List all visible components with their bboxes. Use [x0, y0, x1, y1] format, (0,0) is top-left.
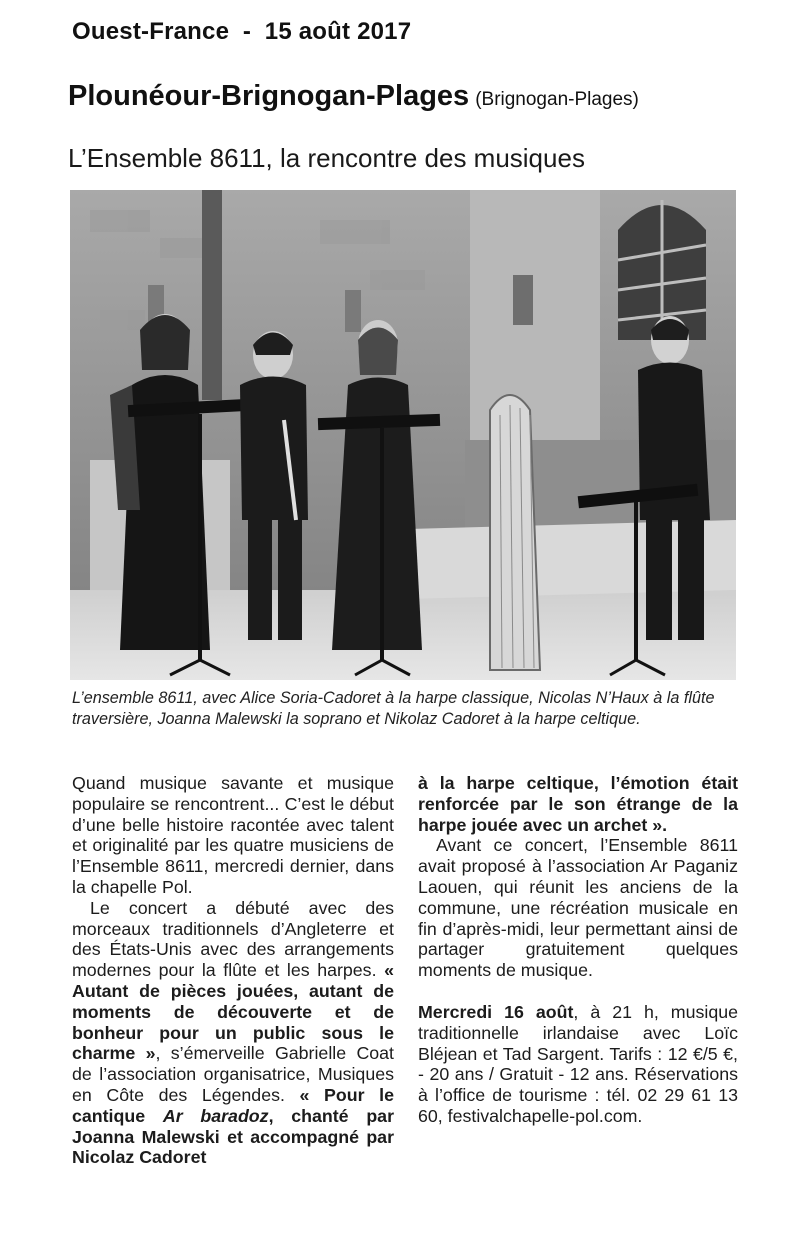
song-title: Ar baradoz	[162, 1105, 269, 1126]
paragraph	[72, 898, 394, 1168]
paragraph: Avant ce concert, l’Ensemble 8611 avait proposé à l’association Ar Paganiz Laouen, qui réunit les anciens de la commune, une récréation musicale en fin d’après-midi, leur permettant ainsi de partager gratuitement quelques moments de musique.	[418, 835, 738, 981]
town-subtitle: (Brignogan-Plages)	[475, 89, 639, 110]
event-date: Mercredi 16 août	[418, 1001, 574, 1022]
quote-text: « Autant de pièces jouées, autant de moments de découverte et de bonheur pour un public sous le charme »	[72, 960, 394, 1064]
paragraph-text: Le concert a débuté avec des morceaux traditionnels d’Angleterre et des États-Unis avec des arrangements modernes pour la flûte et les harpes.	[72, 897, 394, 981]
quote-part: , chanté par Joanna Malewski et accompagné par Nicolaz Cadoret	[72, 1105, 394, 1168]
event-info	[418, 1002, 738, 1127]
paragraph-text: , s’émerveille Gabrielle Coat de l’association organisatrice, Musiques en Côte des Légendes.	[72, 1043, 394, 1105]
article-headline: L’Ensemble 8611, la rencontre des musiques	[68, 143, 585, 173]
town-name: Plounéour-Brignogan-Plages	[68, 80, 470, 112]
event-details: , à 21 h, musique traditionnelle irlandaise avec Loïc Bléjean et Tad Sargent. Tarifs : 12 €/5 €, - 20 ans / Gratuit - 12 ans. Réservations à l’office de tourisme : tél. 02 29 61 13 60, festivalchapelle-pol.com.	[418, 1001, 738, 1126]
paragraph	[418, 773, 738, 835]
quote-part: « Pour le cantique	[72, 1084, 394, 1126]
concert-photo	[70, 190, 736, 680]
quote-text: à la harpe celtique, l’émotion était renforcée par le son étrange de la harpe jouée avec un archet ».	[418, 773, 738, 835]
photo-caption: L’ensemble 8611, avec Alice Soria-Cadoret à la harpe classique, Nicolas N’Haux à la flûte traversière, Joanna Malewski la soprano et Nikolaz Cadoret à la harpe celtique.	[72, 689, 715, 728]
article-column-2	[418, 773, 738, 1127]
paragraph: Quand musique savante et musique populaire se rencontrent... C’est le début d’une belle histoire racontée avec talent et originalité par les quatre musiciens de l’Ensemble 8611, mercredi dernier, dans la chapelle Pol.	[72, 773, 394, 897]
newspaper-masthead: Ouest-France - 15 août 2017	[72, 18, 412, 45]
town-heading	[68, 80, 639, 113]
article-column-1	[72, 773, 394, 1168]
